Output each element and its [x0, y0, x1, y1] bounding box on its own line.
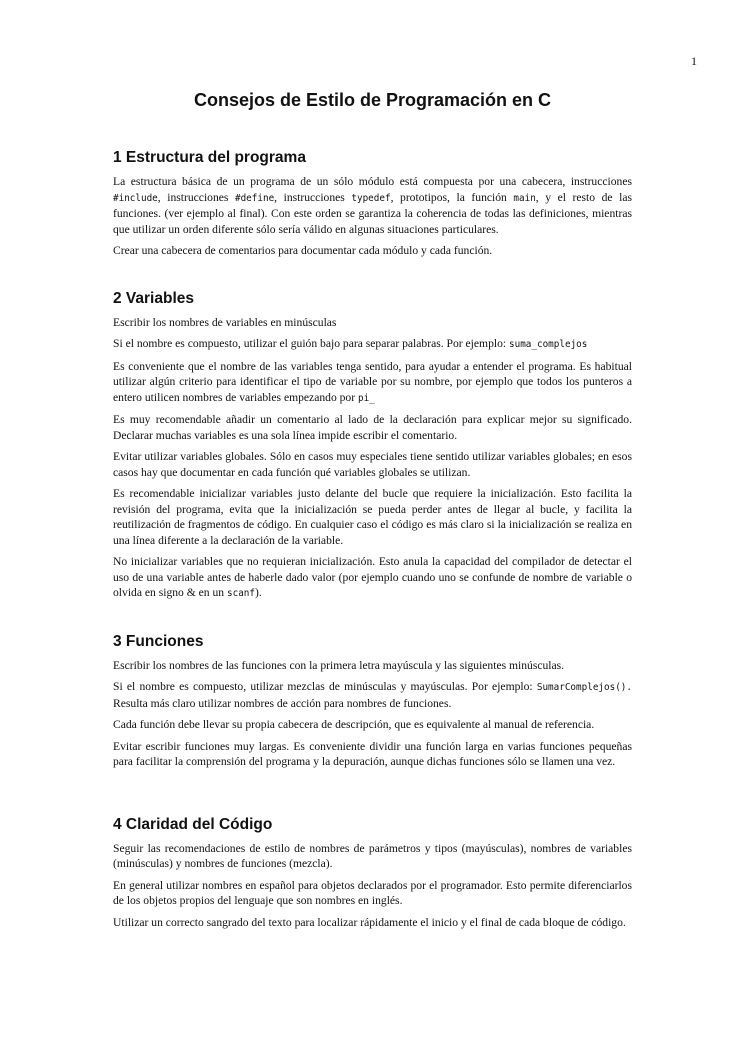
inline-code: #define [234, 192, 275, 204]
section-1 [113, 148, 632, 259]
text-run: Si el nombre es compuesto, utilizar mezclas de minúsculas y mayúsculas. Por ejemplo: [113, 680, 537, 693]
text-run: Seguir las recomendaciones de estilo de nombres de parámetros y tipos (mayúsculas), nombres de variables (minúsculas) y nombres de funciones (mezcla). [113, 841, 632, 870]
paragraph [113, 658, 632, 674]
paragraph [113, 841, 632, 872]
section-2 [113, 289, 632, 602]
paragraph [113, 359, 632, 407]
text-run: Evitar utilizar variables globales. Sólo en casos muy especiales tiene sentido utilizar variables globales; en esos casos hay que documentar en cada función qué variables globales se utilizan. [113, 450, 632, 479]
text-run: Resulta más claro utilizar nombres de acción para nombres de funciones. [113, 696, 452, 710]
paragraph [113, 878, 632, 909]
paragraph [113, 412, 632, 443]
paragraph [113, 449, 632, 480]
document-title: Consejos de Estilo de Programación en C [193, 90, 552, 110]
paragraph [113, 554, 632, 602]
inline-code: scanf [227, 588, 255, 599]
paragraph [113, 717, 632, 733]
paragraph [113, 336, 632, 353]
paragraph [113, 174, 632, 237]
text-run: En general utilizar nombres en español para objetos declarados por el programador. Esto permite diferenciarlos de los objetos propios del lenguaje que son nombres en inglés. [113, 878, 632, 907]
text-run: , y el resto de las funciones. (ver ejemplo al final). Con este orden se garantiza la coherencia de todas las definiciones, mientras que utilizar un orden diferente sólo sería válido en algunas situaciones particulares. [113, 190, 633, 236]
text-run: Crear una cabecera de comentarios para documentar cada módulo y cada función. [113, 244, 493, 257]
paragraph [113, 915, 632, 931]
text-run: Cada función debe llevar su propia cabecera de descripción, que es equivalente al manual de referencia. [113, 718, 595, 731]
page-number: 1 [691, 54, 697, 68]
text-run: Es conveniente que el nombre de las variables tenga sentido, para ayudar a entender el programa. Es habitual utilizar algún criterio para identificar el tipo de variable por su nombre, por ejemplo que todos los punteros a entero utilicen nombres de variables empezando por [113, 359, 632, 404]
text-run: , instrucciones [274, 190, 352, 204]
text-run: , prototipos, la función [390, 190, 514, 204]
text-run: Escribir los nombres de las funciones con la primera letra mayúscula y las siguientes minúsculas. [113, 658, 565, 672]
paragraph [113, 739, 632, 770]
inline-code: main [513, 192, 536, 204]
paragraph [113, 243, 632, 259]
text-run: ). [255, 586, 262, 599]
paragraph [113, 486, 632, 548]
section-heading: 4 Claridad del Código [113, 815, 273, 833]
section-3 [113, 632, 632, 770]
text-run: Utilizar un correcto sangrado del texto para localizar rápidamente el inicio y el final de cada bloque de código. [113, 915, 626, 929]
text-run: , instrucciones [157, 190, 235, 204]
paragraph [113, 679, 632, 711]
section-heading: 3 Funciones [113, 632, 204, 650]
section-heading: 1 Estructura del programa [113, 149, 306, 166]
section-4 [113, 815, 632, 931]
inline-code: SumarComplejos(). [536, 682, 632, 693]
sections-container [113, 148, 632, 930]
paragraph [113, 315, 632, 331]
inline-code: pi_ [358, 392, 375, 404]
document-body [113, 88, 632, 960]
text-run: No inicializar variables que no requieran inicialización. Esto anula la capacidad del compilador de detectar el uso de una variable antes de haberle dado valor (por ejemplo cuando uno se confunde de nombre de variable o olvida en signo & en un [113, 555, 632, 599]
text-run: Evitar escribir funciones muy largas. Es conveniente dividir una función larga en varias funciones pequeñas para facilitar la comprensión del programa y la depuración, aunque dichas funciones sólo se llamen una vez. [113, 739, 632, 768]
inline-code: typedef [351, 192, 391, 204]
text-run: La estructura básica de un programa de un sólo módulo está compuesta por una cabecera, instrucciones [113, 175, 632, 188]
section-heading: 2 Variables [113, 289, 195, 307]
text-run: Si el nombre es compuesto, utilizar el guión bajo para separar palabras. Por ejemplo: [113, 337, 509, 350]
text-run: Escribir los nombres de variables en minúsculas [113, 315, 337, 329]
inline-code: suma_complejos [509, 339, 588, 350]
inline-code: #include [113, 192, 158, 204]
text-run: Es recomendable inicializar variables justo delante del bucle que requiere la inicialización. Esto facilita la revisión del programa, evita que la inicialización se pueda perder antes de llegar al bucle, y facilita la reutilización de fragmentos de código. En cualquier caso el código es más claro si la inicialización se realiza en una línea diferente a la declaración de la variable. [113, 487, 632, 547]
text-run: Es muy recomendable añadir un comentario al lado de la declaración para explicar mejor su significado. Declarar muchas variables es una sola línea impide escribir el comentario. [113, 413, 632, 442]
